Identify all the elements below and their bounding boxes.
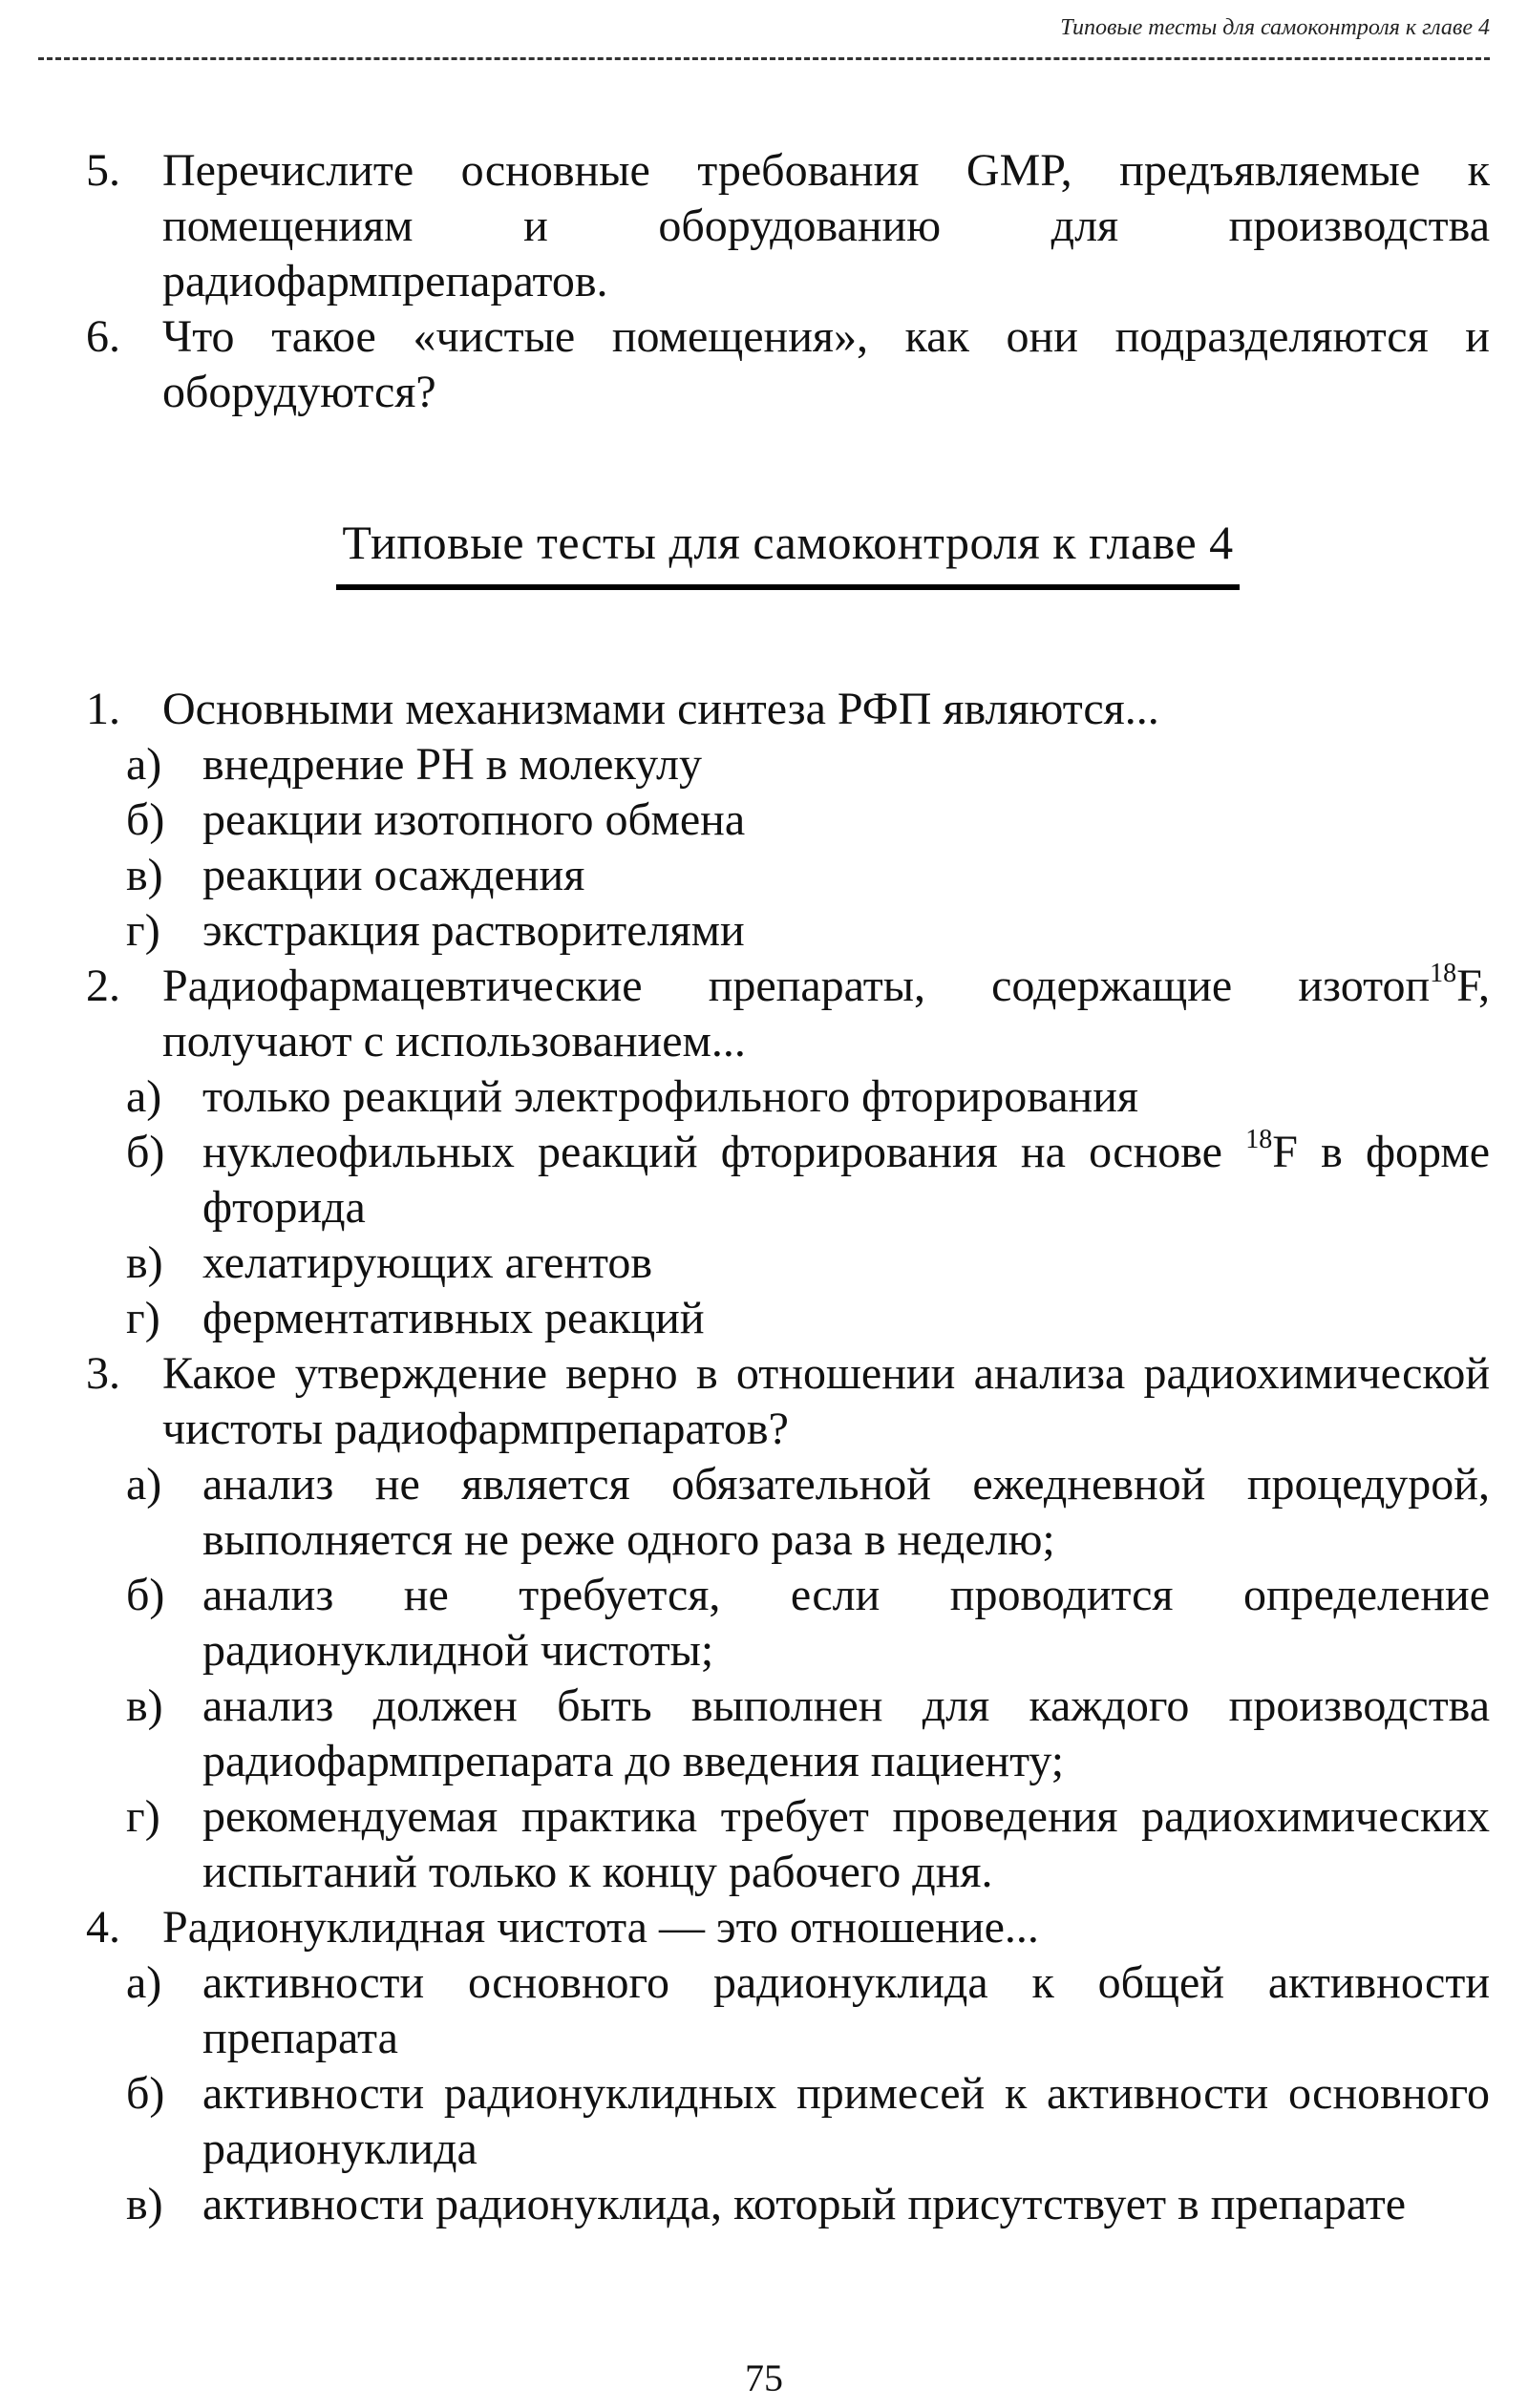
option-text: активности радионуклида, который присутствует в препарате <box>202 2179 1407 2229</box>
option-letter: а) <box>126 739 162 790</box>
page-number: 75 <box>745 2356 783 2399</box>
question-number: 1. <box>86 684 120 734</box>
isotope-superscript: 18 <box>1430 959 1457 988</box>
question-text-part: Радиофармацевтические препараты, содержащие изотоп <box>162 961 1431 1011</box>
answer-option <box>86 1679 1490 1789</box>
question-6 <box>86 309 1490 420</box>
option-text: реакции изотопного обмена <box>202 794 746 845</box>
answer-option <box>86 848 1490 903</box>
answer-option <box>86 2066 1490 2177</box>
option-text: рекомендуемая практика требует проведения радиохимических испытаний только к концу рабочего дня. <box>202 1791 1490 1897</box>
question-text: Радионуклидная чистота — это отношение... <box>162 1902 1039 1953</box>
isotope-superscript: 18 <box>1245 1125 1273 1154</box>
question-number: 2. <box>86 961 120 1011</box>
answer-option <box>86 1955 1490 2066</box>
option-letter: г) <box>126 1791 160 1842</box>
answer-option <box>86 1236 1490 1291</box>
section-heading <box>86 514 1490 590</box>
question-5 <box>86 143 1490 309</box>
option-letter: а) <box>126 1957 162 2008</box>
option-text: экстракция растворителями <box>202 905 745 956</box>
option-text: реакции осаждения <box>202 850 585 900</box>
option-text: внедрение РН в молекулу <box>202 739 702 790</box>
test-question-2 <box>86 959 1490 1069</box>
test-question-1 <box>86 682 1490 737</box>
question-text: Что такое «чистые помещения», как они подразделяются и оборудуются? <box>162 311 1490 417</box>
test-list <box>86 682 1490 2232</box>
answer-option <box>86 1568 1490 1679</box>
option-letter: в) <box>126 1680 163 1731</box>
option-text: анализ не требуется, если проводится определение радионуклидной чистоты; <box>202 1570 1490 1676</box>
question-text: Какое утверждение верно в отношении анализа радиохимической чистоты радиофармпрепаратов? <box>162 1348 1490 1454</box>
answer-option <box>86 792 1490 848</box>
answer-option <box>86 737 1490 792</box>
test-question-4 <box>86 1900 1490 1955</box>
option-text-part: F в форме фторида <box>202 1127 1490 1233</box>
option-text: активности радионуклидных примесей к активности основного радионуклида <box>202 2068 1490 2174</box>
answer-option <box>86 2177 1490 2232</box>
question-number: 4. <box>86 1902 120 1953</box>
option-text: хелатирующих агентов <box>202 1237 653 1288</box>
answer-option <box>86 1291 1490 1346</box>
option-text: анализ должен быть выполнен для каждого производства радиофармпрепарата до введения пациенту; <box>202 1680 1490 1786</box>
option-letter: б) <box>126 2068 165 2119</box>
running-head: Типовые тесты для самоконтроля к главе 4 <box>1060 15 1490 40</box>
option-letter: г) <box>126 1293 160 1343</box>
answer-option <box>86 1069 1490 1125</box>
option-text: активности основного радионуклида к общей активности препарата <box>202 1957 1490 2063</box>
question-text: Перечислите основные требования GMP, предъявляемые к помещениям и оборудованию для производства радиофармпрепаратов. <box>162 145 1490 306</box>
option-letter: а) <box>126 1459 162 1510</box>
option-text: анализ не является обязательной ежедневной процедурой, выполняется не реже одного раза в неделю; <box>202 1459 1490 1565</box>
page-body <box>86 143 1490 2232</box>
option-text: только реакций электрофильного фторирования <box>202 1071 1138 1122</box>
answer-option <box>86 1789 1490 1900</box>
question-number: 3. <box>86 1348 120 1399</box>
option-letter: в) <box>126 850 163 900</box>
answer-option <box>86 903 1490 959</box>
option-letter: б) <box>126 794 165 845</box>
question-text-part: F, получают с использованием... <box>162 961 1490 1067</box>
option-text-part: нуклеофильных реакций фторирования на основе <box>202 1127 1246 1177</box>
question-number: 6. <box>86 311 120 362</box>
option-letter: а) <box>126 1071 162 1122</box>
option-text: ферментативных реакций <box>202 1293 705 1343</box>
header-divider <box>38 57 1490 60</box>
option-letter: в) <box>126 2179 163 2229</box>
test-question-3 <box>86 1346 1490 1457</box>
option-letter: б) <box>126 1127 165 1177</box>
section-title: Типовые тесты для самоконтроля к главе 4 <box>336 514 1239 590</box>
option-letter: г) <box>126 905 160 956</box>
question-number: 5. <box>86 145 120 196</box>
question-text: Основными механизмами синтеза РФП являются... <box>162 684 1159 734</box>
answer-option <box>86 1125 1490 1236</box>
option-letter: в) <box>126 1237 163 1288</box>
answer-option <box>86 1457 1490 1568</box>
option-letter: б) <box>126 1570 165 1620</box>
